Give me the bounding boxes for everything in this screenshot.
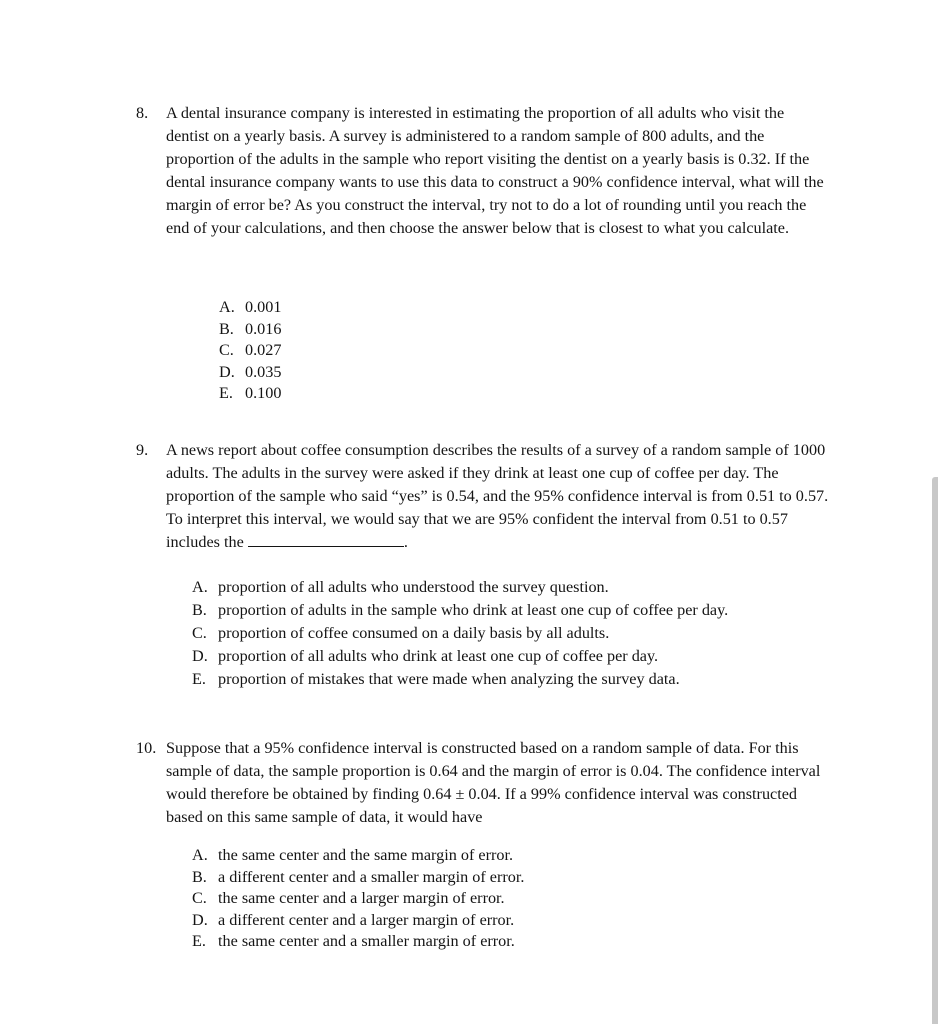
question-text: A dental insurance company is interested in estimating the proportion of all adults who visit the dentist on a yearly basis. A survey is administered to a random sample of 800 adults, and the proportion of the adults in the sample who report visiting the dentist on a yearly basis is 0.32. If the dental insurance company wants to use this data to construct a 90% confidence interval, what will the margin of error be? As you construct the interval, try not to do a lot of rounding until you reach the end of your calculations, and then choose the answer below that is closest to what you calculate. — [166, 104, 824, 237]
choice-letter: E. — [192, 932, 206, 950]
choice-text: proportion of all adults who drink at least one cup of coffee per day. — [218, 647, 659, 665]
choice-letter: D. — [219, 362, 235, 381]
choice-d — [219, 362, 281, 384]
choice-b — [192, 599, 728, 622]
choice-letter: A. — [219, 298, 235, 316]
question-text: Suppose that a 95% confidence interval is constructed based on a random sample of data. For this sample of data, the sample proportion is 0.64 and the margin of error is 0.04. The confidence interval would therefore be obtained by finding 0.64 ± 0.04. If a 99% confidence interval was constructed based on this same sample of data, it would have — [166, 739, 821, 826]
choice-text: a different center and a smaller margin of error. — [218, 867, 525, 886]
question-9 — [136, 439, 836, 554]
choice-text: proportion of mistakes that were made when analyzing the survey data. — [218, 670, 680, 688]
choice-letter: C. — [219, 341, 234, 359]
choice-text: proportion of all adults who understood the survey question. — [218, 578, 609, 596]
choice-c — [192, 622, 728, 645]
question-8 — [136, 102, 836, 240]
choice-text: 0.100 — [245, 384, 282, 402]
choice-c — [219, 340, 281, 362]
choice-letter: B. — [219, 319, 234, 338]
question-number: 9. — [136, 441, 149, 459]
choice-text: the same center and a larger margin of error. — [218, 889, 505, 907]
vertical-scrollbar[interactable] — [932, 477, 938, 1024]
choice-e — [219, 383, 281, 405]
choice-text: the same center and a smaller margin of error. — [218, 932, 515, 950]
choice-letter: B. — [192, 867, 207, 886]
choice-letter: C. — [192, 889, 207, 907]
choice-text: proportion of coffee consumed on a daily basis by all adults. — [218, 624, 610, 642]
answer-choices-8 — [219, 297, 281, 405]
choice-e — [192, 668, 728, 691]
choice-letter: E. — [219, 384, 233, 402]
choice-a — [219, 297, 281, 319]
choice-a — [192, 576, 728, 599]
question-number: 10. — [136, 739, 157, 757]
question-text-end: . — [403, 533, 408, 551]
choice-text: 0.001 — [245, 298, 282, 316]
question-text: A news report about coffee consumption describes the results of a survey of a random sample of 1000 adults. The adults in the survey were asked if they drink at least one cup of coffee per day. The proportion of the sample who said “yes” is 0.54, and the 95% confidence interval is from 0.51 to 0.57. To interpret this interval, we would say that we are 95% confident the interval from 0.51 to 0.57 includes the — [166, 441, 829, 551]
question-text-wrapper — [166, 439, 830, 554]
choice-letter: B. — [192, 601, 207, 619]
choice-letter: A. — [192, 846, 208, 864]
choice-d — [192, 645, 728, 668]
choice-letter: E. — [192, 670, 206, 688]
question-10 — [136, 737, 836, 829]
choice-b — [219, 319, 281, 341]
choice-letter: D. — [192, 647, 208, 665]
answer-choices-9 — [192, 576, 728, 691]
choice-c — [192, 888, 524, 910]
answer-choices-10 — [192, 845, 524, 953]
choice-a — [192, 845, 524, 867]
choice-letter: C. — [192, 624, 207, 642]
choice-letter: D. — [192, 910, 208, 929]
choice-d — [192, 910, 524, 932]
choice-e — [192, 931, 524, 953]
question-number: 8. — [136, 104, 149, 122]
fill-in-blank — [248, 532, 404, 547]
choice-letter: A. — [192, 578, 208, 596]
choice-text: proportion of adults in the sample who drink at least one cup of coffee per day. — [218, 601, 729, 619]
choice-text: a different center and a larger margin of error. — [218, 910, 515, 929]
choice-text: the same center and the same margin of error. — [218, 846, 514, 864]
choice-text: 0.016 — [245, 319, 282, 338]
choice-b — [192, 867, 524, 889]
choice-text: 0.027 — [245, 341, 282, 359]
choice-text: 0.035 — [245, 362, 282, 381]
